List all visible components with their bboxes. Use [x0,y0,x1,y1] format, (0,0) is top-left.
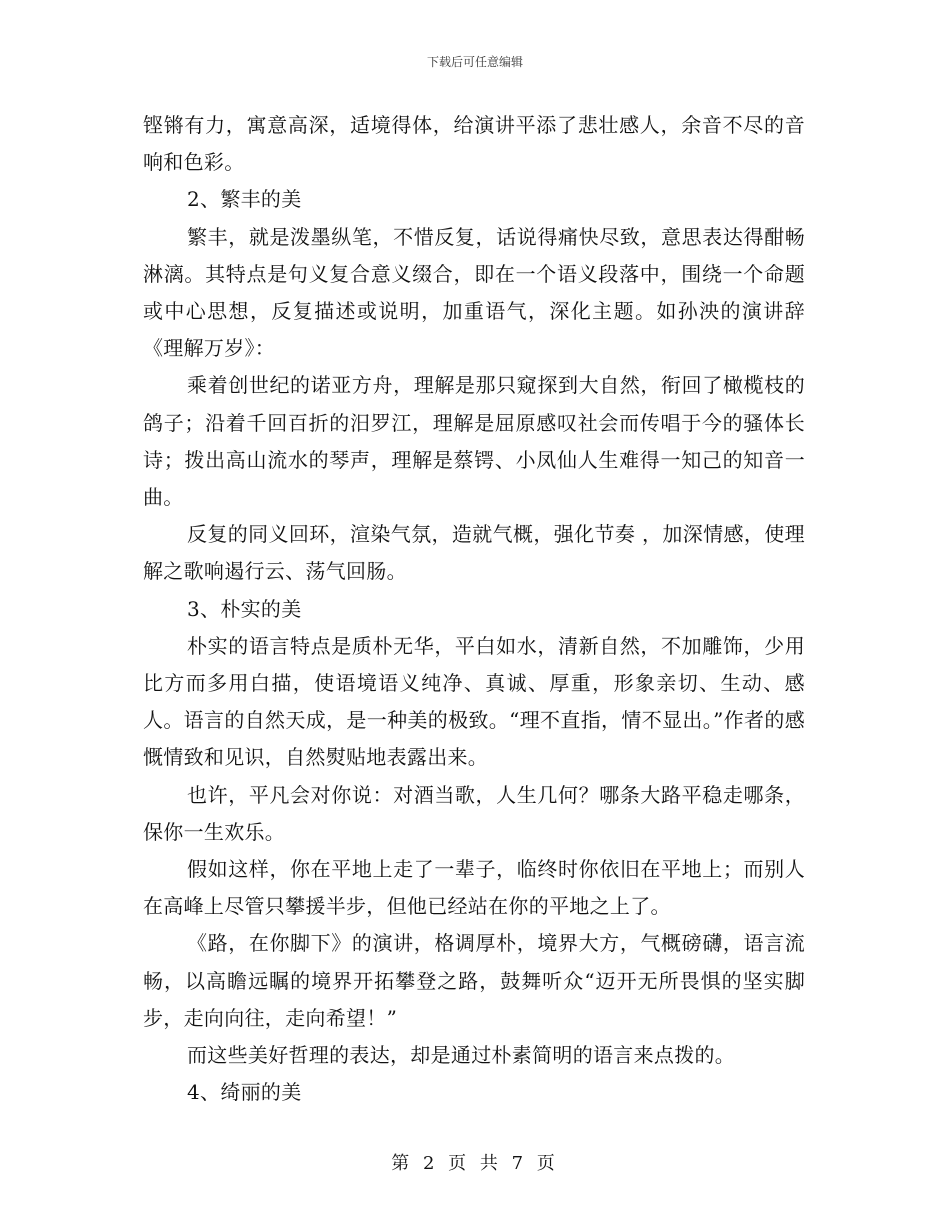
quote-paragraph-3: 假如这样，你在平地上走了一辈子，临终时你依旧在平地上；而别人在高峰上尽管只攀援半步，但他已经站在你的平地之上了。 [143,857,805,919]
section-heading-4: 4、绮丽的美 [187,1080,302,1105]
quote-paragraph-1: 乘着创世纪的诺亚方舟，理解是那只窥探到大自然，衔回了橄榄枝的鸽子；沿着千回百折的汨罗江，理解是屈原感叹社会而传唱于今的骚体长诗；拨出高山流水的琴声，理解是蔡锷、小凤仙人生难得一知己的知音一曲。 [143,373,805,510]
paragraph-4: 朴实的语言特点是质朴无华，平白如水，清新自然，不加雕饰，少用比方而多用白描，使语境语义纯净、真诚、厚重，形象亲切、生动、感人。语言的自然天成，是一种美的极致。“理不直指，情不显出。”作者的感慨情致和见识，自然熨贴地表露出来。 [143,633,805,770]
paragraph-6: 而这些美好哲理的表达，却是通过朴素简明的语言来点拨的。 [187,1043,736,1068]
paragraph-3: 反复的同义回环，渲染气氛，造就气概，强化节奏 ，加深情感，使理解之歌响遏行云、荡气回肠。 [143,522,805,584]
page-footer: 第 2 页 共 7 页 [391,1153,559,1174]
paragraph-2: 繁丰，就是泼墨纵笔，不惜反复，话说得痛快尽致，意思表达得酣畅淋漓。其特点是句义复合意义缀合，即在一个语义段落中，围绕一个命题或中心思想，反复描述或说明，加重语气，深化主题。如孙泱的演讲辞《理解万岁》： [143,224,805,361]
paragraph-1: 铿锵有力，寓意高深，适境得体，给演讲平添了悲壮感人，余音不尽的音响和色彩。 [143,113,805,175]
section-heading-2: 2、繁丰的美 [187,187,302,212]
page-header: 下载后可任意编辑 [426,55,523,69]
quote-paragraph-2: 也许，平凡会对你说：对酒当歌，人生几何？哪条大路平稳走哪条，保你一生欢乐。 [143,782,805,844]
document-body [143,107,805,1111]
paragraph-5: 《路，在你脚下》的演讲，格调厚朴，境界大方，气概磅礴，语言流畅，以高瞻远瞩的境界开拓攀登之路，鼓舞听众“迈开无所畏惧的坚实脚步，走向向往，走向希望！” [143,931,805,1030]
section-heading-3: 3、朴实的美 [187,596,302,621]
